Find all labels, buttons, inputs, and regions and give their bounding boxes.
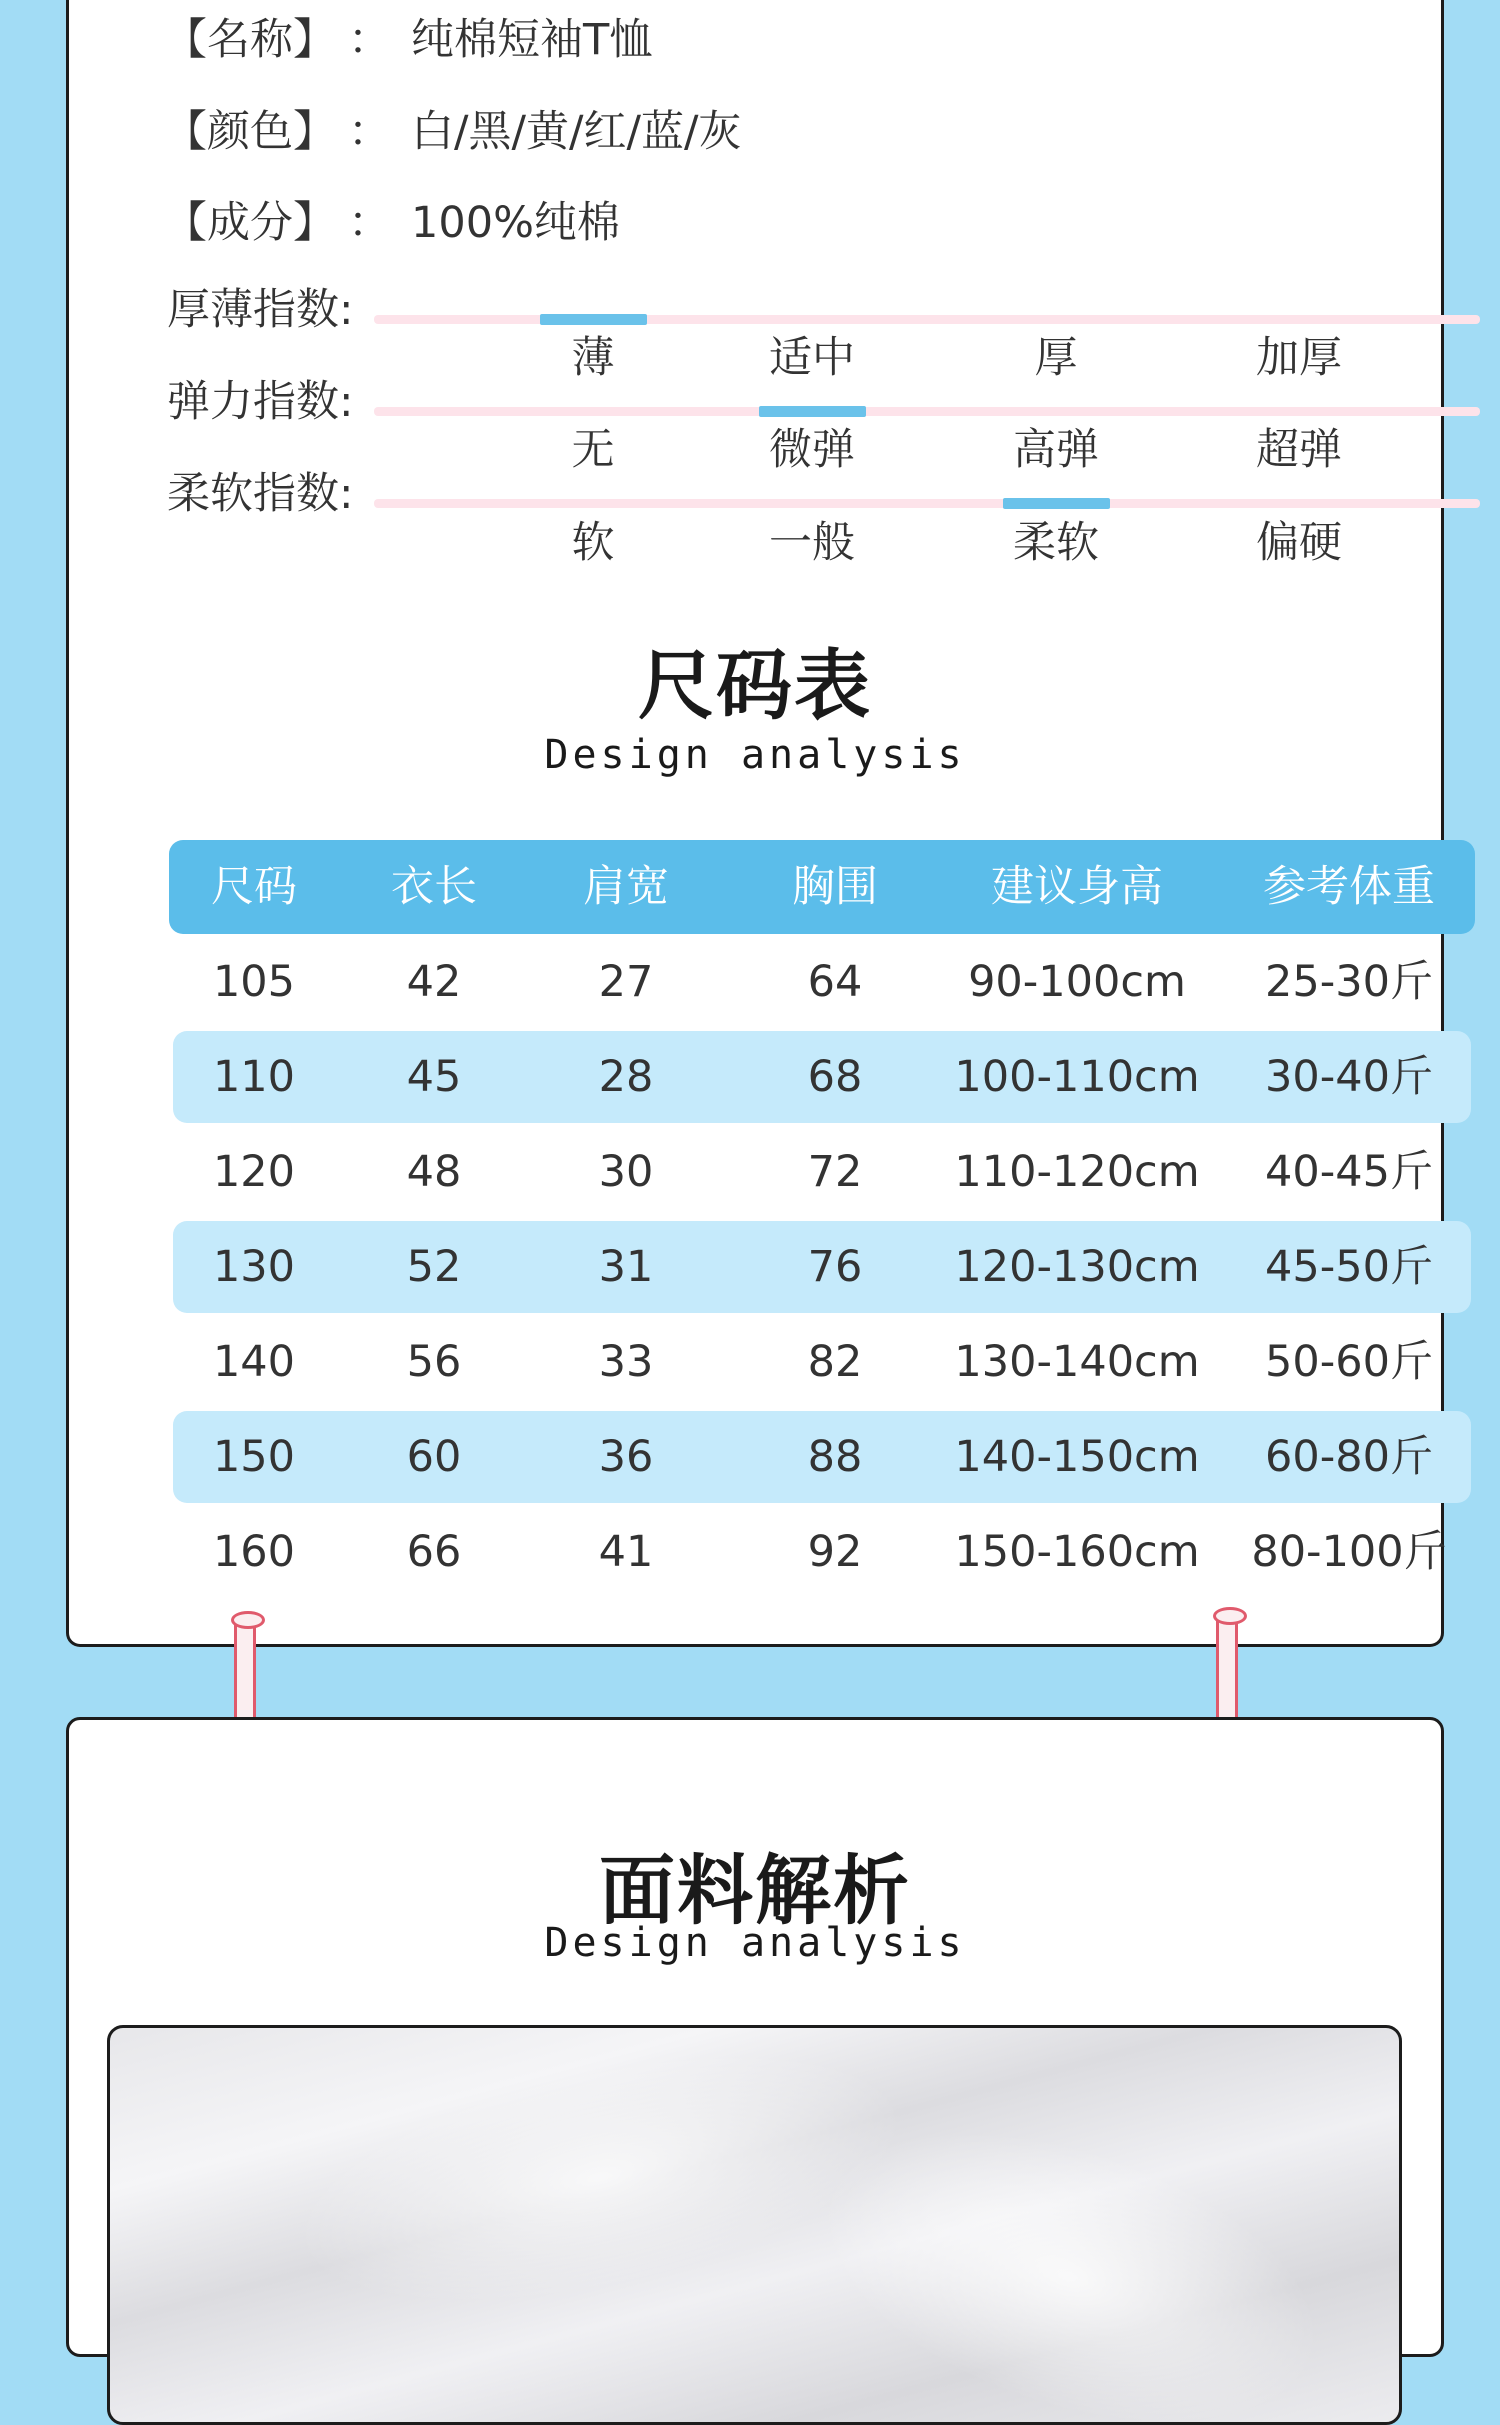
product-info-card [66,0,1447,1647]
size-chart-subtitle: Design analysis [544,732,966,778]
info-name-value: 纯棉短袖T恤 [411,15,653,65]
table-cell: 42 [406,957,462,1007]
index-option: 软 [571,518,615,568]
header-height: 建议身高 [991,862,1163,912]
info-color [164,102,741,162]
table-cell: 45 [406,1052,462,1102]
table-cell: 50-60斤 [1265,1337,1433,1387]
table-cell: 82 [807,1337,863,1387]
index-label: 柔软指数: [167,469,354,519]
index-option: 无 [571,425,615,475]
header-length: 衣长 [391,862,477,912]
table-cell: 150-160cm [954,1527,1200,1577]
table-cell: 150 [212,1432,296,1482]
index-option: 厚 [1034,333,1078,383]
index-label: 弹力指数: [167,377,354,427]
table-cell: 90-100cm [968,957,1186,1007]
fabric-card [66,1717,1444,2357]
table-cell: 80-100斤 [1251,1527,1447,1577]
table-row [173,1506,1471,1598]
index-option: 高弹 [1013,425,1099,475]
index-option: 适中 [769,333,855,383]
index-option: 薄 [571,333,615,383]
header-weight: 参考体重 [1263,862,1435,912]
table-cell: 56 [406,1337,462,1387]
fabric-subtitle: Design analysis [544,1920,966,1966]
index-track [374,407,1480,416]
size-chart-title: 尺码表 [638,641,872,730]
info-name-sep: ： [348,15,391,65]
table-cell: 68 [807,1052,863,1102]
table-cell: 45-50斤 [1265,1242,1433,1292]
info-material-value: 100%纯棉 [411,198,620,248]
index-option: 微弹 [769,425,855,475]
table-cell: 130-140cm [954,1337,1200,1387]
index-marker [759,406,866,417]
table-cell: 36 [598,1432,654,1482]
info-material [164,193,620,253]
table-cell: 110-120cm [954,1147,1200,1197]
table-cell: 28 [598,1052,654,1102]
index-option: 超弹 [1256,425,1342,475]
info-color-sep: ： [348,107,391,157]
index-track [374,499,1480,508]
table-cell: 41 [598,1527,654,1577]
table-cell: 30-40斤 [1265,1052,1433,1102]
index-option: 加厚 [1256,333,1342,383]
table-cell: 33 [598,1337,654,1387]
table-cell: 25-30斤 [1265,957,1433,1007]
index-option: 一般 [769,518,855,568]
table-cell: 92 [807,1527,863,1577]
info-name [164,10,652,70]
table-cell: 64 [807,957,863,1007]
table-cell: 160 [212,1527,296,1577]
table-cell: 31 [598,1242,654,1292]
table-cell: 76 [807,1242,863,1292]
table-cell: 66 [406,1527,462,1577]
table-row [173,1411,1471,1503]
table-cell: 30 [598,1147,654,1197]
table-cell: 72 [807,1147,863,1197]
table-cell: 100-110cm [954,1052,1200,1102]
table-cell: 88 [807,1432,863,1482]
table-cell: 105 [212,957,296,1007]
size-table-header [169,840,1475,934]
table-cell: 60-80斤 [1265,1432,1433,1482]
table-cell: 120 [212,1147,296,1197]
header-chest: 胸围 [792,862,878,912]
index-marker [1003,498,1110,509]
table-cell: 140-150cm [954,1432,1200,1482]
table-cell: 130 [212,1242,296,1292]
index-marker [540,314,647,325]
table-cell: 60 [406,1432,462,1482]
table-row [173,936,1471,1028]
table-row [173,1126,1471,1218]
fabric-title: 面料解析 [599,1846,911,1935]
fabric-photo [107,2025,1402,2425]
index-option: 偏硬 [1256,518,1342,568]
table-cell: 40-45斤 [1265,1147,1433,1197]
table-cell: 140 [212,1337,296,1387]
header-size: 尺码 [211,862,297,912]
table-row [173,1316,1471,1408]
table-cell: 27 [598,957,654,1007]
table-row [173,1221,1471,1313]
table-row [173,1031,1471,1123]
info-name-key: 【名称】 [164,15,336,65]
table-cell: 52 [406,1242,462,1292]
info-material-key: 【成分】 [164,198,336,248]
table-cell: 120-130cm [954,1242,1200,1292]
header-shoulder: 肩宽 [583,862,669,912]
index-option: 柔软 [1013,518,1099,568]
table-cell: 48 [406,1147,462,1197]
index-label: 厚薄指数: [167,285,354,335]
info-color-key: 【颜色】 [164,107,336,157]
info-material-sep: ： [348,198,391,248]
table-cell: 110 [212,1052,296,1102]
info-color-value: 白/黑/黄/红/蓝/灰 [411,107,742,157]
